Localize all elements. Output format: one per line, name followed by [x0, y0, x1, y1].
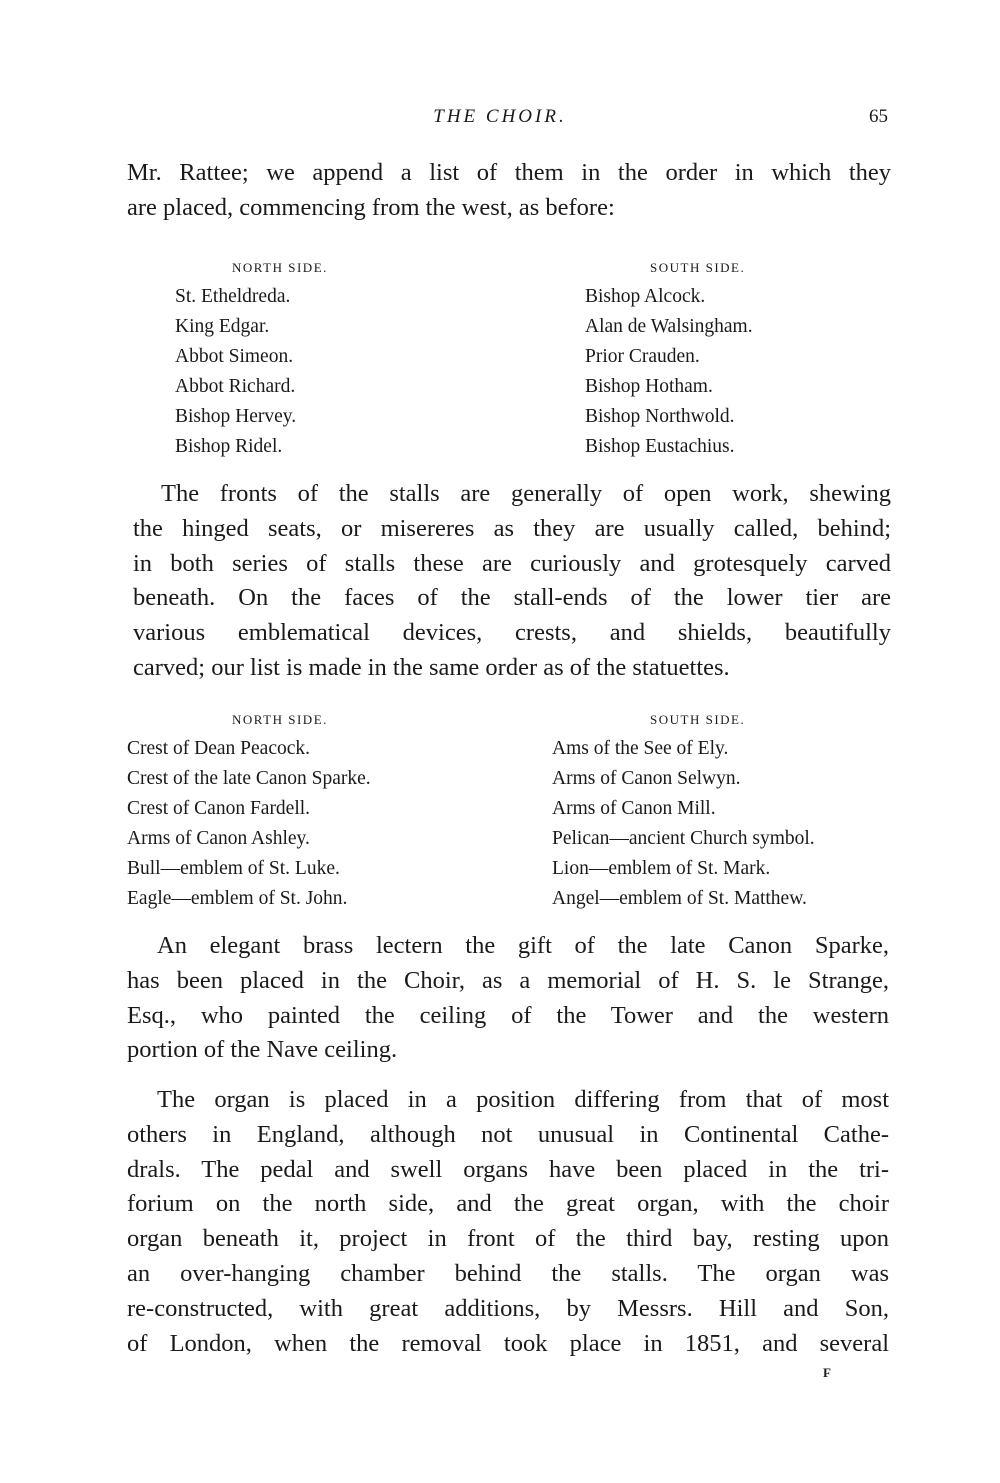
text-line: The organ is placed in a position differing from that of most	[157, 1086, 889, 1113]
text-line: has been placed in the Choir, as a memorial of H. S. le Strange,	[127, 966, 889, 994]
list-item: Pelican—ancient Church symbol.	[552, 828, 815, 849]
list-item: Bishop Alcock.	[585, 286, 706, 307]
paragraph-intro	[127, 156, 891, 226]
text-line: re-constructed, with great additions, by Messrs. Hill and Son,	[127, 1294, 889, 1322]
list-item: Angel—emblem of St. Matthew.	[552, 888, 807, 909]
north-side-heading: NORTH SIDE.	[232, 260, 328, 275]
text-line: various emblematical devices, crests, and shields, beautifully	[133, 619, 891, 647]
list-item: Alan de Walsingham.	[585, 316, 753, 337]
list-item: Lion—emblem of St. Mark.	[552, 858, 771, 879]
text-line: are placed, commencing from the west, as before:	[127, 193, 615, 221]
list-item: Bishop Ridel.	[175, 436, 283, 457]
running-title: THE CHOIR.	[433, 106, 567, 127]
list-item: Abbot Simeon.	[175, 346, 294, 367]
text-line: The fronts of the stalls are generally of open work, shewing	[161, 480, 891, 507]
text-line: others in England, although not unusual in Continental Cathe-	[127, 1120, 889, 1148]
text-line: Mr. Rattee; we append a list of them in the order in which they	[127, 159, 891, 186]
list-item: Eagle—emblem of St. John.	[127, 888, 348, 909]
stall-ends-north-column	[127, 706, 371, 914]
paragraph-stall-fronts	[133, 477, 891, 686]
south-side-heading: SOUTH SIDE.	[650, 712, 746, 727]
list-item: Ams of the See of Ely.	[552, 738, 729, 759]
list-item: Crest of the late Canon Sparke.	[127, 768, 371, 789]
statuettes-list	[0, 254, 1000, 464]
list-item: Arms of Canon Ashley.	[127, 828, 310, 849]
stall-ends-south-column	[552, 706, 815, 914]
south-side-heading: SOUTH SIDE.	[650, 260, 746, 275]
text-line: an over-hanging chamber behind the stalls. The organ was	[127, 1259, 889, 1287]
north-side-heading: NORTH SIDE.	[232, 712, 328, 727]
text-line: forium on the north side, and the great organ, with the choir	[127, 1190, 889, 1218]
page-number: 65	[869, 106, 888, 127]
list-item: St. Etheldreda.	[175, 286, 291, 307]
text-line: An elegant brass lectern the gift of the late Canon Sparke,	[157, 932, 889, 959]
text-line: Esq., who painted the ceiling of the Tower and the western	[127, 1001, 889, 1029]
list-item: King Edgar.	[175, 316, 270, 337]
list-item: Crest of Dean Peacock.	[127, 738, 311, 759]
text-line: beneath. On the faces of the stall-ends of the lower tier are	[133, 584, 891, 612]
list-item: Crest of Canon Fardell.	[127, 798, 311, 819]
stall-ends-list	[0, 706, 1000, 916]
statuettes-north-column	[175, 254, 328, 462]
signature-mark: F	[823, 1365, 831, 1380]
list-item: Bull—emblem of St. Luke.	[127, 858, 340, 879]
running-header	[0, 104, 1000, 134]
text-line: in both series of stalls these are curiously and grotesquely carved	[133, 549, 891, 577]
text-line: drals. The pedal and swell organs have been placed in the tri-	[127, 1155, 889, 1183]
list-item: Arms of Canon Mill.	[552, 798, 716, 819]
list-item: Bishop Eustachius.	[585, 436, 735, 457]
list-item: Bishop Hervey.	[175, 406, 297, 427]
text-line: the hinged seats, or misereres as they are usually called, behind;	[133, 514, 891, 542]
text-line: organ beneath it, project in front of the third bay, resting upon	[127, 1225, 889, 1253]
text-line: carved; our list is made in the same order as of the statuettes.	[133, 653, 730, 681]
text-line: of London, when the removal took place in 1851, and several	[127, 1329, 889, 1357]
list-item: Arms of Canon Selwyn.	[552, 768, 741, 789]
paragraph-organ	[127, 1083, 889, 1361]
list-item: Abbot Richard.	[175, 376, 296, 397]
paragraph-lectern	[127, 929, 889, 1068]
list-item: Bishop Northwold.	[585, 406, 735, 427]
text-line: portion of the Nave ceiling.	[127, 1036, 398, 1064]
statuettes-south-column	[585, 254, 753, 462]
list-item: Prior Crauden.	[585, 346, 700, 367]
list-item: Bishop Hotham.	[585, 376, 713, 397]
